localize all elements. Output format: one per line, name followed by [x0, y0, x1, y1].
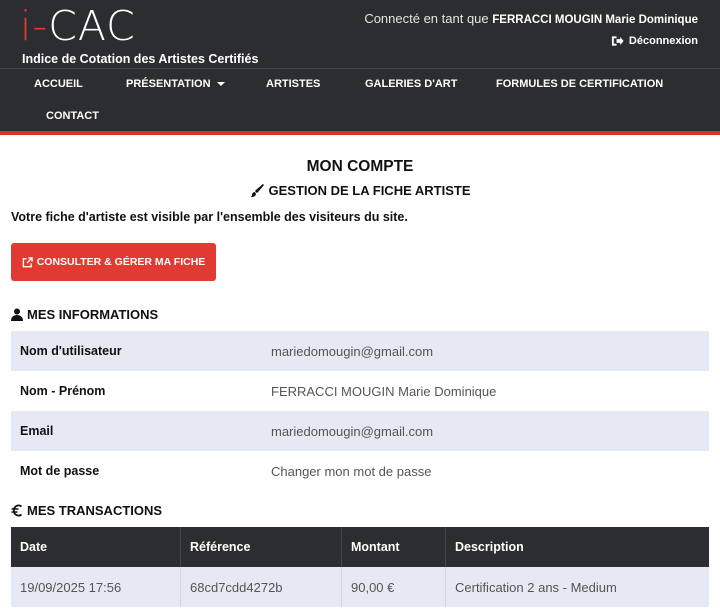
column-header-amount: Montant: [342, 527, 446, 567]
nav-item-label: ACCUEIL: [34, 78, 83, 90]
transaction-description: Certification 2 ans - Medium: [455, 579, 617, 595]
my-transactions-heading: [11, 503, 162, 518]
info-label: Nom - Prénom: [20, 384, 106, 398]
chevron-down-icon: [217, 82, 225, 86]
paintbrush-icon: [250, 184, 264, 198]
info-label: Nom d'utilisateur: [20, 344, 122, 358]
site-logo[interactable]: [20, 2, 136, 50]
nav-divider: [0, 68, 720, 69]
account-info-table: [11, 331, 709, 491]
info-value: mariedomougin@gmail.com: [271, 423, 434, 439]
transactions-table: [11, 527, 709, 607]
nav-item-accueil[interactable]: [34, 78, 83, 90]
table-row: [11, 567, 709, 607]
site-header: [0, 0, 720, 135]
external-link-icon: [22, 257, 33, 268]
column-header-description: Description: [455, 540, 524, 554]
artist-profile-heading: [0, 183, 720, 198]
info-value: FERRACCI MOUGIN Marie Dominique: [271, 383, 497, 399]
manage-profile-label: CONSULTER & GÉRER MA FICHE: [36, 256, 206, 268]
my-transactions-heading-text: MES TRANSACTIONS: [27, 503, 163, 518]
nav-item-presentation[interactable]: [126, 78, 225, 90]
site-tagline: Indice de Cotation des Artistes Certifiés: [22, 52, 259, 66]
nav-item-contact[interactable]: [46, 110, 99, 122]
manage-profile-button[interactable]: [11, 243, 216, 281]
euro-icon: [11, 504, 23, 517]
logo-dash: -: [32, 2, 49, 50]
profile-visibility-message: Votre fiche d'artiste est visible par l'ensemble des visiteurs du site.: [11, 210, 408, 224]
nav-item-label: CONTACT: [46, 110, 99, 122]
logged-in-status: [364, 11, 698, 26]
column-header-reference: Référence: [181, 527, 342, 567]
logged-in-user-name: FERRACCI MOUGIN Marie Dominique: [492, 14, 698, 26]
logout-label: Déconnexion: [628, 35, 698, 47]
nav-item-label: ARTISTES: [266, 78, 321, 90]
my-information-heading-text: MES INFORMATIONS: [27, 307, 159, 322]
transactions-header-row: [11, 527, 709, 567]
change-password-link[interactable]: Changer mon mot de passe: [271, 463, 432, 479]
transaction-date: 19/09/2025 17:56: [11, 567, 181, 607]
page-title: MON COMPTE: [306, 158, 414, 175]
nav-item-galeries[interactable]: [365, 78, 457, 90]
info-row-username: [11, 331, 709, 371]
logo-i: i: [20, 2, 33, 50]
nav-item-artistes[interactable]: [266, 78, 320, 90]
nav-item-label: PRÉSENTATION: [126, 78, 211, 90]
nav-item-label: FORMULES DE CERTIFICATION: [496, 78, 664, 90]
artist-profile-heading-text: GESTION DE LA FICHE ARTISTE: [268, 183, 471, 198]
logout-link[interactable]: [611, 35, 698, 47]
logo-text: CAC: [48, 2, 136, 50]
nav-item-formules[interactable]: [496, 78, 663, 90]
info-row-password: [11, 451, 709, 491]
my-information-heading: [11, 307, 158, 322]
nav-item-label: GALERIES D'ART: [365, 78, 458, 90]
sign-out-icon: [611, 35, 624, 47]
logged-in-prefix: Connecté en tant que: [364, 11, 489, 26]
transaction-reference: 68cd7cdd4272b: [181, 567, 342, 607]
transaction-amount: 90,00 €: [342, 567, 446, 607]
column-header-date: Date: [11, 527, 181, 567]
info-label: Mot de passe: [20, 464, 100, 478]
info-row-name: [11, 371, 709, 411]
user-icon: [11, 308, 23, 321]
info-row-email: [11, 411, 709, 451]
info-label: Email: [20, 424, 54, 438]
info-value: mariedomougin@gmail.com: [271, 343, 434, 359]
